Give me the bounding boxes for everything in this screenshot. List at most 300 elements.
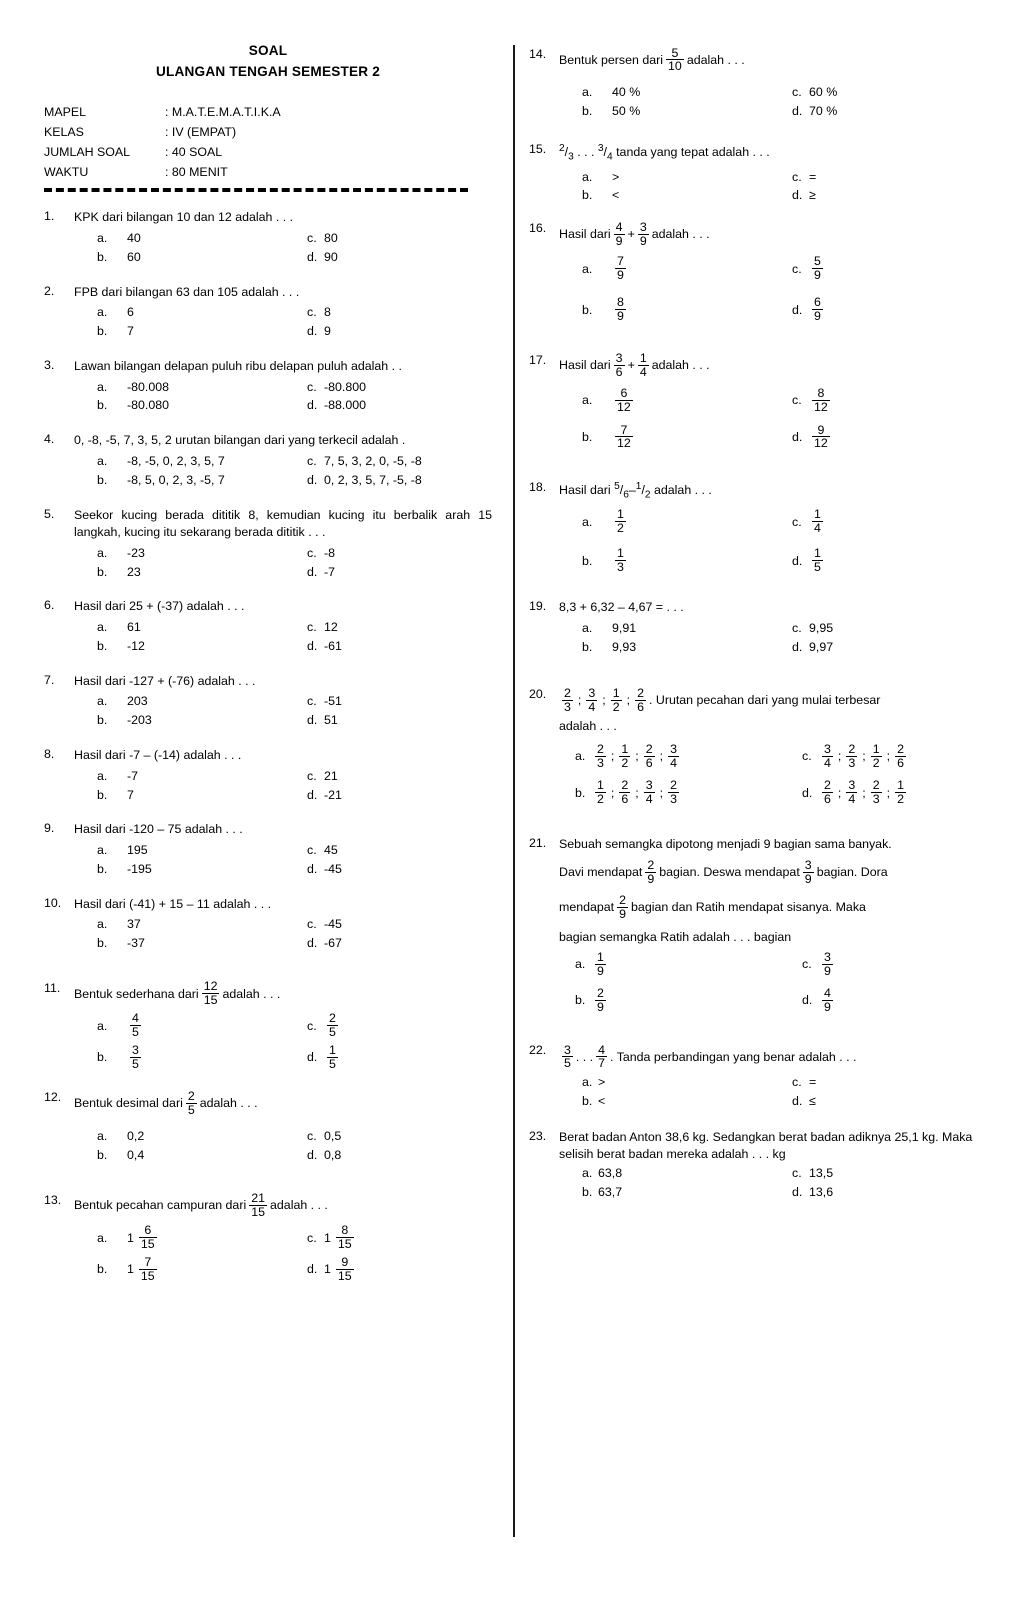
option-value: 9,95	[809, 621, 834, 636]
sequence-separator: ;	[837, 785, 842, 800]
option-label: d.	[792, 103, 803, 118]
option-label: d.	[792, 302, 803, 317]
question-number: 4.	[44, 432, 55, 447]
option-b[interactable]	[74, 934, 307, 953]
fraction-denominator: 3	[670, 792, 677, 807]
option-label: c.	[307, 917, 317, 932]
option-a[interactable]	[559, 256, 792, 283]
option-value: 9,91	[612, 621, 637, 636]
option-value: -195	[127, 861, 152, 876]
option-value: <	[612, 188, 620, 203]
fraction-numerator: 3	[588, 686, 596, 701]
question-4	[44, 432, 492, 489]
option-d[interactable]	[792, 1183, 999, 1202]
option-value: 21	[324, 768, 338, 783]
question-text	[74, 981, 280, 1008]
option-fraction	[812, 387, 830, 414]
sequence-separator: ;	[602, 693, 606, 708]
option-a[interactable]	[74, 915, 307, 934]
fraction-denominator: 6	[623, 489, 629, 501]
option-label: b.	[97, 638, 108, 653]
option-a[interactable]	[74, 303, 307, 322]
question-3	[44, 358, 492, 415]
option-d[interactable]	[802, 780, 999, 807]
option-d[interactable]	[307, 563, 492, 582]
option-value: -45	[324, 861, 342, 876]
fraction-numerator: 7	[617, 254, 624, 269]
option-label: c.	[307, 453, 317, 468]
fraction-numerator: 1	[635, 480, 642, 492]
option-label: d.	[307, 398, 318, 413]
option-d[interactable]	[792, 548, 999, 575]
option-a[interactable]	[74, 452, 307, 471]
option-b[interactable]	[74, 396, 307, 415]
option-value: -8	[324, 545, 336, 560]
fraction-numerator: 1	[597, 950, 604, 964]
sequence-separator: ;	[577, 693, 582, 708]
question-number: 2.	[44, 283, 55, 298]
option-label: d.	[792, 553, 803, 568]
option-label: b.	[97, 713, 108, 728]
fraction-numerator: 1	[617, 546, 624, 561]
fraction-numerator: 9	[341, 1254, 349, 1269]
option-a[interactable]	[559, 387, 792, 414]
line3-part-a: mendapat	[559, 899, 615, 914]
option-a[interactable]	[74, 544, 307, 563]
option-c[interactable]	[307, 841, 492, 860]
sequence-separator: ;	[886, 785, 891, 800]
option-d[interactable]	[792, 297, 999, 324]
option-b[interactable]	[74, 471, 307, 490]
question-11	[44, 981, 492, 1076]
option-d[interactable]	[307, 934, 492, 953]
question-text-after: . Tanda perbandingan yang benar adalah . . .	[610, 1049, 857, 1064]
option-d[interactable]	[792, 424, 999, 451]
question-14	[529, 47, 999, 120]
option-fraction-sequence	[819, 743, 909, 770]
fraction-denominator: 2	[612, 700, 620, 715]
fraction-stem	[202, 980, 220, 1007]
question-text-before: Bentuk persen dari	[559, 52, 664, 67]
inline-fraction-1	[559, 142, 574, 165]
answer-options	[559, 168, 999, 206]
option-a[interactable]	[74, 692, 307, 711]
fraction-slash: /	[619, 483, 624, 497]
option-label: d.	[792, 430, 803, 445]
fraction-numerator: 1	[329, 1043, 336, 1058]
option-a[interactable]	[559, 509, 792, 536]
question-number: 5.	[44, 506, 55, 521]
fraction-numerator: 4	[824, 985, 831, 1000]
mixed-number	[127, 1225, 160, 1252]
option-fraction	[615, 255, 626, 282]
option-d[interactable]	[307, 860, 492, 879]
left-column	[44, 0, 492, 1288]
option-c[interactable]	[792, 1073, 999, 1092]
option-b[interactable]	[559, 1092, 792, 1111]
option-label: d.	[792, 188, 803, 203]
sequence-fraction	[619, 779, 630, 806]
option-c[interactable]	[307, 229, 492, 248]
option-b[interactable]	[74, 1045, 307, 1072]
option-label: a.	[575, 957, 586, 972]
fraction-numerator: 5	[614, 480, 620, 492]
option-value: 9	[324, 324, 331, 339]
option-fraction-sequence	[819, 780, 909, 807]
fraction-numerator: 3	[645, 778, 653, 793]
option-fraction	[139, 1224, 157, 1251]
option-fraction	[130, 1044, 141, 1071]
option-c[interactable]	[307, 544, 492, 563]
question-text: Hasil dari (-41) + 15 – 11 adalah . . .	[74, 896, 272, 911]
option-a[interactable]	[559, 952, 802, 979]
option-b[interactable]	[74, 711, 307, 730]
option-value: 13,6	[809, 1184, 834, 1199]
option-value: -23	[127, 545, 145, 560]
question-23	[529, 1129, 999, 1202]
sequence-fraction	[822, 779, 833, 806]
option-c[interactable]	[307, 1127, 492, 1146]
option-value: =	[809, 169, 817, 184]
option-label: a.	[97, 694, 108, 709]
option-d[interactable]	[307, 1146, 492, 1165]
fraction-numerator: 21	[251, 1191, 266, 1206]
option-a[interactable]	[74, 1225, 307, 1252]
question-number: 12.	[44, 1090, 62, 1105]
option-value: -45	[324, 917, 342, 932]
option-label: c.	[307, 230, 317, 245]
question-number: 22.	[529, 1043, 547, 1058]
answer-options	[74, 1013, 492, 1072]
option-fraction	[139, 1256, 157, 1283]
option-d[interactable]	[307, 711, 492, 730]
fraction-denominator: 2	[644, 489, 651, 501]
option-d[interactable]	[307, 1256, 492, 1283]
question-text-line1: Sebuah semangka dipotong menjadi 9 bagian sama banyak.	[559, 836, 892, 851]
option-d[interactable]	[307, 248, 492, 267]
option-a[interactable]	[559, 619, 792, 638]
operator: +	[627, 226, 635, 241]
option-c[interactable]	[792, 619, 999, 638]
fraction-numerator: 8	[617, 295, 624, 310]
fraction-numerator: 2	[329, 1011, 336, 1026]
option-c[interactable]	[307, 1225, 492, 1252]
fraction-dora	[617, 894, 628, 921]
fraction-operand-2	[638, 352, 649, 379]
option-d[interactable]	[307, 1045, 492, 1072]
option-d[interactable]	[792, 638, 999, 657]
option-b[interactable]	[74, 563, 307, 582]
option-fraction	[336, 1256, 354, 1283]
option-a[interactable]	[74, 1127, 307, 1146]
fraction-numerator: 4	[615, 219, 623, 234]
fraction-numerator: 3	[564, 1042, 571, 1057]
option-value: 0, 2, 3, 5, 7, -5, -8	[324, 472, 422, 487]
sequence-fraction	[895, 743, 906, 770]
answer-options	[559, 619, 999, 657]
question-number: 16.	[529, 221, 547, 236]
line2-part-b: bagian. Deswa mendapat	[659, 864, 800, 879]
sequence-fraction	[611, 687, 622, 714]
question-number: 3.	[44, 357, 55, 372]
option-d[interactable]	[792, 1092, 999, 1111]
option-value: -8, -5, 0, 2, 3, 5, 7	[127, 453, 225, 468]
fraction-numerator: 2	[559, 143, 565, 155]
option-c[interactable]	[307, 378, 492, 397]
meta-row-jumlah-soal	[44, 142, 492, 162]
option-label: d.	[802, 993, 813, 1008]
question-number: 20.	[529, 686, 547, 701]
fraction-denominator: 6	[645, 755, 653, 770]
option-a[interactable]	[559, 1164, 792, 1183]
fraction-denominator: 15	[251, 1205, 266, 1220]
option-label: b.	[97, 1050, 108, 1065]
line2-part-a: Davi mendapat	[559, 864, 643, 879]
question-6	[44, 598, 492, 655]
sequence-fraction	[644, 743, 655, 770]
option-a[interactable]	[559, 743, 802, 770]
fraction-denominator: 4	[645, 792, 653, 807]
option-b[interactable]	[74, 322, 307, 341]
option-b[interactable]	[559, 548, 792, 575]
option-c[interactable]	[307, 618, 492, 637]
option-fraction	[812, 424, 830, 451]
option-label: d.	[307, 564, 318, 579]
fraction-denominator: 10	[668, 59, 682, 74]
inline-fraction-1	[614, 480, 629, 503]
option-value: -61	[324, 638, 342, 653]
option-b[interactable]	[559, 102, 792, 121]
fraction-denominator: 12	[814, 436, 828, 451]
option-b[interactable]	[559, 297, 792, 324]
fraction-denominator: 6	[637, 700, 644, 715]
fraction-operand-2	[596, 1044, 607, 1071]
option-label: b.	[97, 564, 108, 579]
answer-options	[559, 387, 999, 451]
fraction-denominator: 5	[329, 1056, 336, 1071]
operator: –	[628, 483, 636, 497]
question-number: 11.	[44, 980, 61, 995]
sequence-separator: ;	[635, 749, 639, 764]
option-label: b.	[582, 639, 593, 654]
option-value: 6	[127, 305, 134, 320]
answer-options	[74, 915, 492, 953]
option-d[interactable]	[802, 987, 999, 1014]
sequence-separator: ;	[659, 749, 664, 764]
answer-options	[74, 692, 492, 730]
option-fraction	[615, 296, 626, 323]
option-fraction	[615, 547, 626, 574]
fraction-numerator: 2	[187, 1088, 195, 1103]
option-value: -37	[127, 936, 145, 951]
option-d[interactable]	[307, 396, 492, 415]
option-value: 90	[324, 249, 338, 264]
option-c[interactable]	[792, 83, 999, 102]
option-label: d.	[307, 1050, 318, 1065]
answer-options	[559, 743, 999, 807]
mixed-number	[324, 1225, 357, 1252]
title-line-1: SOAL	[248, 43, 288, 58]
question-2	[44, 284, 492, 341]
option-value: 61	[127, 620, 141, 635]
option-label: c.	[792, 514, 802, 529]
question-number: 8.	[44, 747, 55, 762]
option-label: b.	[97, 398, 108, 413]
option-b[interactable]	[559, 186, 792, 205]
option-d[interactable]	[792, 102, 999, 121]
question-text	[74, 1090, 258, 1117]
option-b[interactable]	[74, 637, 307, 656]
question-text-after: adalah . . .	[651, 358, 710, 373]
mixed-whole: 1	[127, 1230, 134, 1245]
fraction-denominator: 3	[564, 700, 571, 715]
option-value: 40 %	[612, 84, 641, 99]
option-c[interactable]	[307, 452, 492, 471]
question-text	[74, 1193, 328, 1220]
option-b[interactable]	[559, 1183, 792, 1202]
question-text: Seekor kucing berada dititik 8, kemudian kucing itu berbalik arah 15 langkah, kucing itu sekarang berada dititik . . .	[74, 507, 492, 540]
option-label: a.	[97, 1230, 108, 1245]
option-value: 0,4	[127, 1147, 145, 1162]
option-c[interactable]	[307, 692, 492, 711]
option-c[interactable]	[307, 1013, 492, 1040]
option-label: b.	[582, 1093, 593, 1108]
fraction-operand-1	[614, 352, 625, 379]
option-b[interactable]	[74, 786, 307, 805]
option-label: b.	[582, 302, 593, 317]
sequence-fraction	[822, 743, 833, 770]
fraction-denominator: 2	[872, 755, 880, 770]
option-a[interactable]	[559, 1073, 792, 1092]
option-value: 40	[127, 230, 141, 245]
option-c[interactable]	[792, 168, 999, 187]
fraction-denominator: 4	[814, 521, 821, 536]
option-c[interactable]	[792, 256, 999, 283]
fraction-denominator: 3	[568, 152, 574, 164]
fraction-denominator: 3	[848, 755, 856, 770]
meta-label-waktu: WAKTU	[44, 165, 89, 180]
fraction-deswa	[803, 859, 814, 886]
option-c[interactable]	[792, 509, 999, 536]
option-value: 0,8	[324, 1147, 342, 1162]
option-b[interactable]	[74, 860, 307, 879]
option-c[interactable]	[307, 915, 492, 934]
option-a[interactable]	[74, 767, 307, 786]
option-label: a.	[582, 621, 593, 636]
option-label: b.	[582, 553, 593, 568]
fraction-numerator: 2	[597, 741, 604, 756]
option-value: -80.080	[127, 398, 170, 413]
option-value: 60 %	[809, 84, 838, 99]
question-15	[529, 142, 999, 205]
question-text-after: adalah . . .	[222, 986, 281, 1001]
option-a[interactable]	[74, 378, 307, 397]
question-text-before: Hasil dari	[559, 226, 611, 241]
option-fraction	[336, 1224, 354, 1251]
column-divider	[513, 45, 515, 1537]
option-label: b.	[97, 1147, 108, 1162]
question-number: 7.	[44, 672, 55, 687]
option-b[interactable]	[559, 780, 802, 807]
option-label: d.	[307, 861, 318, 876]
option-c[interactable]	[792, 387, 999, 414]
option-fraction	[822, 951, 833, 978]
option-a[interactable]	[559, 168, 792, 187]
fraction-numerator: 6	[620, 385, 628, 400]
fraction-denominator: 12	[814, 399, 828, 414]
option-b[interactable]	[559, 424, 792, 451]
option-b[interactable]	[559, 987, 802, 1014]
question-13	[44, 1193, 492, 1288]
fraction-denominator: 9	[804, 871, 812, 886]
option-b[interactable]	[74, 1256, 307, 1283]
question-number: 6.	[44, 598, 55, 613]
option-c[interactable]	[792, 1164, 999, 1183]
meta-row-waktu	[44, 162, 492, 182]
fraction-stem	[249, 1192, 267, 1219]
option-d[interactable]	[307, 786, 492, 805]
option-a[interactable]	[559, 83, 792, 102]
option-a[interactable]	[74, 229, 307, 248]
fraction-denominator: 15	[337, 1236, 352, 1251]
option-c[interactable]	[802, 743, 999, 770]
option-label: d.	[307, 787, 318, 802]
option-c[interactable]	[307, 767, 492, 786]
fraction-operand-1	[562, 1044, 573, 1071]
option-label: a.	[582, 169, 593, 184]
fraction-numerator: 2	[647, 857, 655, 872]
option-c[interactable]	[802, 952, 999, 979]
option-b[interactable]	[74, 1146, 307, 1165]
option-d[interactable]	[307, 322, 492, 341]
option-d[interactable]	[307, 471, 492, 490]
option-a[interactable]	[74, 618, 307, 637]
question-9	[44, 821, 492, 878]
option-a[interactable]	[74, 841, 307, 860]
question-text-after: adalah . . .	[270, 1198, 328, 1213]
option-c[interactable]	[307, 303, 492, 322]
option-label: d.	[307, 324, 318, 339]
question-18	[529, 480, 999, 580]
fraction-denominator: 9	[824, 963, 831, 978]
option-d[interactable]	[307, 637, 492, 656]
answer-options	[74, 229, 492, 267]
fraction-denominator: 15	[337, 1268, 352, 1283]
option-a[interactable]	[74, 1013, 307, 1040]
document-title	[44, 0, 492, 79]
option-fraction	[615, 387, 633, 414]
option-value: 7, 5, 3, 2, 0, -5, -8	[324, 453, 422, 468]
option-label: a.	[582, 514, 593, 529]
answer-options	[74, 767, 492, 805]
question-text-before: Bentuk pecahan campuran dari	[74, 1198, 247, 1213]
question-text	[559, 142, 999, 165]
option-b[interactable]	[559, 638, 792, 657]
option-d[interactable]	[792, 186, 999, 205]
fraction-numerator: 3	[824, 950, 831, 964]
option-label: c.	[307, 620, 317, 635]
option-value: -51	[324, 694, 342, 709]
option-value: 13,5	[809, 1165, 834, 1180]
option-value: 37	[127, 917, 141, 932]
option-value: -7	[324, 564, 336, 579]
fraction-denominator: 3	[617, 560, 624, 575]
option-b[interactable]	[74, 248, 307, 267]
option-label: b.	[97, 249, 108, 264]
sequence-fraction	[619, 743, 630, 770]
fraction-numerator: 1	[597, 778, 604, 793]
fraction-numerator: 8	[817, 385, 825, 400]
